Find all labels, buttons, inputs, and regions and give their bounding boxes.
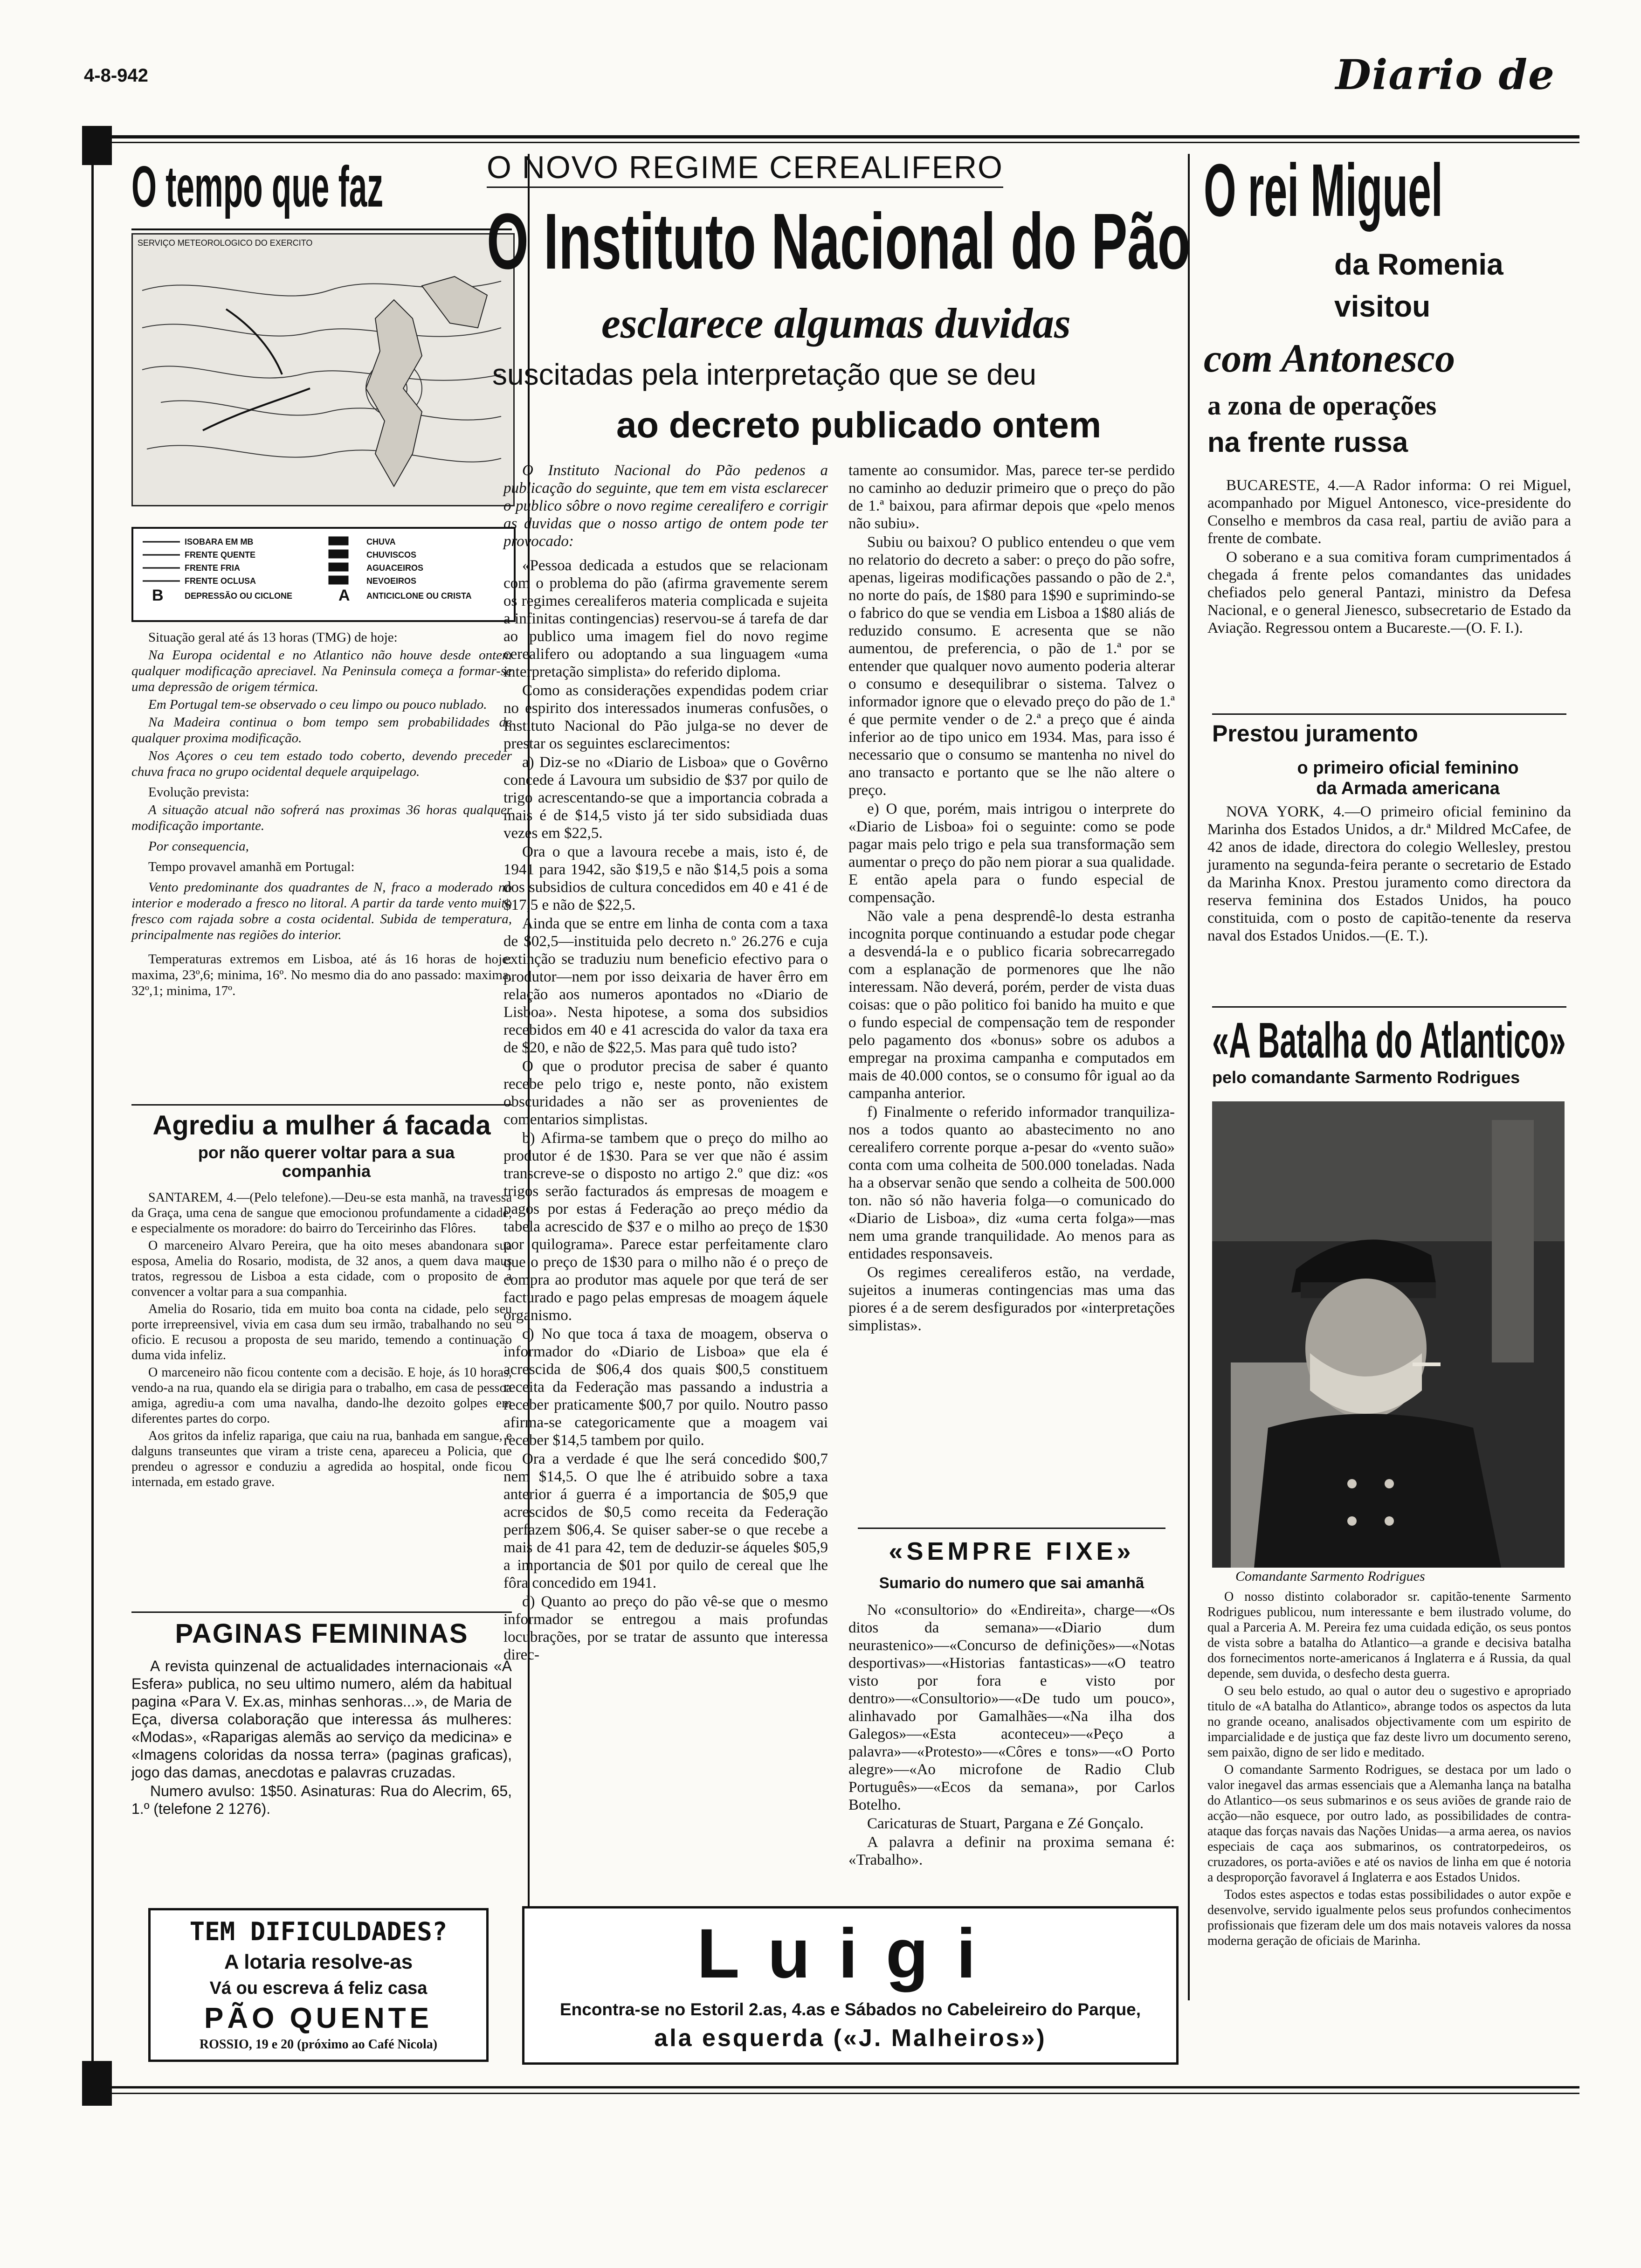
lotaria-line2: A lotaria resolve-as bbox=[224, 1950, 413, 1973]
main-paragraph: Não vale a pena desprendê-lo desta estranha incognita porque continuando a estudar pode chegar a desvendá-la e o publico ficaria sobrecarregado com a esplanação de pormenores que lhe não interessam. Não deverá, porém, perder de vista duas coisas: que o pão politico foi banido ha muito e que o fundo especial de compensação tem de responder pelo pagamento dos «bonus» sobre os adubos a empregar na proxima campanha e computados em mais de 40.000 contos, se o consumo fôr igual ao da campanha anterior. bbox=[848, 908, 1175, 1102]
luigi-ad bbox=[522, 1906, 1179, 2065]
isobar-lines bbox=[133, 235, 513, 505]
main-paragraph: d) Quanto ao preço do pão vê-se que o mesmo informador se entregou a mais profundas locubrações, por se tratar de assunto que interessa direc- bbox=[503, 1593, 828, 1663]
legend-item: CHUVA bbox=[366, 537, 396, 546]
weather-paragraph: Na Madeira continua o bom tempo sem probabilidades de qualquer proxima modificação. bbox=[131, 715, 512, 746]
main-kicker: O NOVO REGIME CEREALIFERO bbox=[487, 149, 1003, 188]
left-margin-block-bottom bbox=[82, 2061, 112, 2106]
main-paragraph: tamente ao consumidor. Mas, parece ter-se perdido no caminho ao deduzir primeiro que o preço do pão de 1.ª baixou, para afirmar depois que «pelo menos não subiu». bbox=[848, 462, 1175, 532]
rei-paragraph: BUCARESTE, 4.—A Rador informa: O rei Miguel, acompanhado por Miguel Antonesco, vice-presidente do Conselho e membros da casa real, partiu de avião para a frente de combate. bbox=[1207, 477, 1571, 547]
main-paragraph: Ora a verdade é que lhe será concedido $00,7 nem $14,5. O que lhe é atribuido sobre a taxa anterior á guerra é a importancia de $05,9 que acrescidos de $0,5 como receita da Federação perfazem $06,4. Se quiser saber-se o que recebe a mais de 41 para 42, tem de deduzir-se áqueles $05,9 a importancia de $01 por quilo de cereal que lhe fôra concedido em 1941. bbox=[503, 1451, 828, 1591]
juramento-paragraph: NOVA YORK, 4.—O primeiro oficial feminino da Marinha dos Estados Unidos, a dr.ª Mildred McCafee, de 42 anos de idade, directora do colegio Wellesley, prestou juramento na segunda-feira perante o secretario de Estado da Marinha Knox. Prestou juramento como directora da reserva feminina dos Estados Unidos, ha pouco constituida, com o posto de capitão-tenente da reserva naval dos Estados Unidos.—(E. T.). bbox=[1207, 803, 1571, 944]
facada-title: Agrediu a mulher á facada bbox=[152, 1110, 491, 1141]
rei-deck4: a zona de operações bbox=[1207, 390, 1437, 421]
paginas-paragraph: Numero avulso: 1$50. Asinaturas: Rua do Alecrim, 65, 1.º (telefone 2 1276). bbox=[131, 1783, 512, 1817]
main-paragraph: «Pessoa dedicada a estudos que se relacionam com o problema do pão (afirma gravemente serem os regimes cerealiferos materia complicada e sujeita a infinitas contingencias) reservou-se á tarefa de dar ao publico uma imagem fiel do novo regime cerealifero ou adoptando a sua linguagem «uma interpretação simplista» do referido diploma. bbox=[503, 557, 828, 680]
main-paragraph: O que o produtor precisa de saber é quanto recebe pelo trigo e, neste ponto, não existem obscuridades a não ser as provenientes de comentarios simplistas. bbox=[503, 1058, 828, 1128]
main-paragraph: a) Diz-se no «Diario de Lisboa» que o Govêrno concede á Lavoura um subsidio de $37 por quilo de trigo acrescentando-se que a importancia cobrada a mais é de $14,5 visto já ter sido subsidiada duas vezes em $22,5. bbox=[503, 754, 828, 842]
paginas-title: PAGINAS FEMININAS bbox=[175, 1618, 469, 1649]
weather-paragraph: Evolução prevista: bbox=[148, 785, 249, 800]
legend-item: FRENTE QUENTE bbox=[185, 550, 256, 560]
facada-body bbox=[131, 1190, 512, 1492]
section-divider bbox=[1212, 1006, 1566, 1008]
luigi-line1: Encontra-se no Estoril 2.as, 4.as e Sábados no Cabeleireiro do Parque, bbox=[559, 2000, 1141, 2019]
main-column-2 bbox=[848, 462, 1175, 1335]
rei-title: O rei Miguel bbox=[1204, 148, 1443, 232]
map-label: SERVIÇO METEOROLOGICO DO EXERCITO bbox=[138, 238, 313, 248]
section-divider bbox=[1212, 713, 1566, 715]
lotaria-ad bbox=[148, 1908, 489, 2062]
page-date: 4-8-942 bbox=[84, 65, 148, 86]
rei-deck5: na frente russa bbox=[1207, 427, 1408, 458]
legend-letter: B bbox=[152, 587, 164, 604]
main-paragraph: O Instituto Nacional do Pão pedenos a publicação do seguinte, que tem em vista esclarecer o publico sôbre o novo regime cerealifero e corrigir as duvidas que o nosso artigo de ontem pode ter provocado: bbox=[503, 462, 828, 550]
main-deck3: ao decreto publicado ontem bbox=[616, 404, 1102, 445]
juramento-title: Prestou juramento bbox=[1212, 720, 1418, 747]
juramento-body bbox=[1207, 803, 1571, 946]
weather-paragraph: Situação geral até ás 13 horas (TMG) de hoje: bbox=[148, 630, 398, 645]
juramento-subtitle1: o primeiro oficial feminino bbox=[1297, 758, 1519, 778]
legend-item: ISOBARA EM MB bbox=[185, 537, 254, 546]
weather-paragraph: Na Europa ocidental e no Atlantico não houve desde ontem qualquer modificação apreciavel. Na Peninsula começa a formar-se uma depressão de origem térmica. bbox=[131, 648, 512, 694]
photo-caption: Comandante Sarmento Rodrigues bbox=[1235, 1569, 1425, 1584]
main-paragraph: Os regimes cerealiferos estão, na verdade, sujeitos a inumeras contingencias mas uma das piores é a de serem desfigurados por «interpretações simplistas». bbox=[848, 1264, 1175, 1334]
batalha-paragraph: O nosso distinto colaborador sr. capitão-tenente Sarmento Rodrigues publicou, num interessante e bem ilustrado volume, do qual a Parceria A. M. Pereira fez uma cuidada edição, os seus pontos de vista sobre a batalha do Atlantico—a grande e decisiva batalha dos fornecimentos norte-americanos á Inglaterra e á Russia, da qual depende, sem duvida, o desfecho desta guerra. bbox=[1207, 1590, 1571, 1681]
sempre-fixe-title: «SEMPRE FIXE» bbox=[889, 1537, 1135, 1565]
legend-item: FRENTE FRIA bbox=[185, 563, 240, 573]
top-rule bbox=[83, 135, 1579, 138]
main-paragraph: Como as considerações expendidas podem criar no espirito dos interessados inumeras confusões, o Instituto Nacional do Pão julga-se no dever de prestar os seguintes esclarecimentos: bbox=[503, 682, 828, 752]
facada-paragraph: Aos gritos da infeliz rapariga, que caiu na rua, banhada em sangue, e dalguns transeuntes que viram a triste cena, apareceu a Policia, que prendeu o agressor e conduziu a agredida ao hospital, onde ficou internada, em estado grave. bbox=[131, 1429, 512, 1489]
juramento-subtitle2: da Armada americana bbox=[1316, 779, 1500, 798]
facada-paragraph: SANTAREM, 4.—(Pelo telefone).—Deu-se esta manhã, na travessa da Graça, uma cena de sangue que emocionou profundamente a cidade, e especialmente os moradore: do bairro do Terceirinho das Flôres. bbox=[131, 1190, 512, 1236]
map-legend bbox=[131, 527, 516, 622]
rei-deck1: da Romenia bbox=[1334, 248, 1503, 281]
top-rule-thin bbox=[83, 142, 1579, 143]
rei-deck2: visitou bbox=[1334, 290, 1431, 323]
weather-title-rule bbox=[131, 228, 512, 230]
main-paragraph: b) Afirma-se tambem que o preço do milho ao produtor é de 1$30. Para se ver que não é assim transcreve-se o disposto no artigo 2.º que diz: «os trigos serão facturados ás empresas de moagem e pagos por estas á Federação ao preço médio da tabela acrescido de $37 e o milho ao preço de 1$30 por quilograma». Parece estar perfeitamente claro que o preço de 1$30 para o milho não é o preço de compra ao produtor mas aquele por que terá de ser facturado e pago pelas empresas de moagem áquele organismo. bbox=[503, 1130, 828, 1324]
legend-symbols bbox=[133, 529, 514, 620]
legend-item: AGUACEIROS bbox=[366, 563, 424, 573]
main-paragraph: Ainda que se entre em linha de conta com a taxa de $02,5—instituida pelo decreto n.º 26.276 e cuja extinção se traduziu num beneficio efectivo para o produtor—nem por isso deixaria de haver êrro em relação aos numeros apontados no «Diario de Lisboa». Nesta hipotese, a soma dos subsidios recebidos em 40 e 41 acrescida do valor da taxa era de $20, e não de $22,5. Mas para quê tudo isto? bbox=[503, 915, 828, 1056]
batalha-paragraph: O comandante Sarmento Rodrigues, se destaca por um lado o valor inegavel das armas essenciais que a Alemanha lança na batalha do Atlantico—os seus submarinos e os seus aviões de grande raio de acção—não esquece, por outro lado, as possibilidades de contra-ataque das forças navais das Nações Unidas—a arma aerea, os navios especiais de caça aos submarinos, os contratorpedeiros, os cruzadores, os porta-aviões e até os navios de linha em que é notoria a desproporção favoravel á Inglaterra e aos Estados Unidos. bbox=[1207, 1763, 1571, 1885]
sempre-fixe-subtitle: Sumario do numero que sai amanhã bbox=[879, 1574, 1145, 1591]
weather-paragraph: Tempo provavel amanhã em Portugal: bbox=[148, 859, 355, 874]
batalha-body bbox=[1207, 1589, 1571, 1950]
rei-deck3: com Antonesco bbox=[1204, 336, 1455, 380]
commander-photo bbox=[1212, 1101, 1565, 1568]
legend-item: FRENTE OCLUSA bbox=[185, 576, 256, 586]
paginas-paragraph: A revista quinzenal de actualidades internacionais «A Esfera» publica, no seu ultimo numero, além da habitual pagina «Para V. Ex.as, minhas senhoras...», de Maria de Eça, diversa colaboração que interessa ás mulheres: «Modas», «Raparigas alemãs ao serviço da medicina» e «Imagens coloridas da nossa terra» (paginas graficas), jogo das damas, anecdotas e palavras cruzadas. bbox=[131, 1658, 512, 1781]
weather-title: O tempo que faz bbox=[131, 155, 384, 219]
lotaria-line5: ROSSIO, 19 e 20 (próximo ao Café Nicola) bbox=[199, 2037, 438, 2052]
main-paragraph: f) Finalmente o referido informador tranquiliza-nos a todos quanto ao abastecimento no ano cerealifero corrente porque a-pesar do «vento suão» conta com uma colheita de 500.000 toneladas. Nada ha a observar senão que sendo a colheita de 500.000 ton. não só não haveria folga—o comunicado do «Diario de Lisboa», diz «uma certa folga»—mas nem uma grande tranquilidade. Ao menos para as entidades responsaveis. bbox=[848, 1104, 1175, 1262]
main-deck2: suscitadas pela interpretação que se deu bbox=[492, 358, 1036, 391]
rei-body bbox=[1207, 477, 1571, 638]
left-margin-block bbox=[82, 126, 112, 165]
batalha-paragraph: O seu belo estudo, ao qual o autor deu o sugestivo e apropriado titulo de «A batalha do Atlantico», abrange todos os aspectos da luta no grande oceano, analisados objectivamente com um espirito de imparcialidade e de justiça que faz deste livro um documento sereno, sem paixão, digno de ser lido e meditado. bbox=[1207, 1684, 1571, 1760]
main-column-1 bbox=[503, 462, 828, 1665]
section-divider bbox=[131, 1104, 512, 1106]
facada-paragraph: Amelia do Rosario, tida em muito boa conta na cidade, pelo seu porte irrepreensivel, vivia em casa dum seu irmão, trabalhando no seu oficio. E recusou a proposta de seu marido, temendo a continuação duma vida infeliz. bbox=[131, 1302, 512, 1362]
column-separator bbox=[1188, 154, 1190, 2000]
lotaria-line3: Vá ou escreva á feliz casa bbox=[209, 1978, 427, 1998]
paginas-body bbox=[131, 1657, 512, 1819]
batalha-subtitle: pelo comandante Sarmento Rodrigues bbox=[1212, 1068, 1520, 1087]
weather-paragraph: Vento predominante dos quadrantes de N, fraco a moderado no interior e moderado a fresco no litoral. A partir da tarde vento muito fresco com rajada sobre a costa ocidental. Subida de temperatura, principalmente nas regiões do interior. bbox=[131, 880, 512, 942]
sempre-fixe-paragraph: Caricaturas de Stuart, Pargana e Zé Gonçalo. bbox=[867, 1815, 1144, 1832]
weather-paragraph: Em Portugal tem-se observado o ceu limpo ou pouco nublado. bbox=[148, 697, 487, 712]
main-headline: O Instituto Nacional do Pão bbox=[487, 197, 1191, 286]
legend-item: CHUVISCOS bbox=[366, 550, 417, 560]
bottom-rule bbox=[112, 2086, 1579, 2088]
lotaria-line4: PÃO QUENTE bbox=[204, 2002, 433, 2034]
section-divider bbox=[131, 1611, 512, 1613]
weather-paragraph: A situação atcual não sofrerá nas proximas 36 horas qualquer modificação importante. bbox=[131, 802, 512, 833]
main-deck1: esclarece algumas duvidas bbox=[601, 299, 1071, 347]
legend-item: DEPRESSÃO OU CICLONE bbox=[185, 591, 293, 601]
left-margin-line bbox=[91, 165, 94, 2063]
facada-paragraph: O marceneiro Alvaro Pereira, que ha oito meses abandonara sua esposa, Amelia do Rosario, modista, de 32 anos, a quem dava maus tratos, regressou de Lisboa a esta cidade, com o proposito de a convencer a voltar para a sua companhia. bbox=[131, 1238, 512, 1299]
batalha-paragraph: Todos estes aspectos e todas estas possibilidades o autor expõe e desenvolve, servido igualmente pelos seus profundos conhecimentos profissionais que fizeram dele um dos mais notaveis valores da nossa moderna geração de oficiais de Marinha. bbox=[1207, 1888, 1571, 1948]
sempre-fixe-paragraph: A palavra a definir na proxima semana é: «Trabalho». bbox=[848, 1834, 1175, 1868]
section-divider bbox=[858, 1528, 1165, 1529]
weather-body bbox=[131, 629, 512, 1001]
legend-item: ANTICICLONE OU CRISTA bbox=[366, 591, 472, 601]
masthead: Diario de bbox=[1335, 50, 1555, 99]
lotaria-line1: TEM DIFICULDADES? bbox=[189, 1917, 448, 1946]
facada-paragraph: O marceneiro não ficou contente com a decisão. E hoje, ás 10 horas, vendo-a na rua, quando ela se dirigia para o trabalho, em casa de pessoa amiga, agrediu-a com uma navalha, dando-lhe dezoito golpes em diferentes partes do corpo. bbox=[131, 1365, 512, 1426]
weather-paragraph: Temperaturas extremos em Lisboa, até ás 16 horas de hoje: maxima, 23º,6; minima, 16º. No mesmo dia do ano passado: maxima, 32º,1; minima, 17º. bbox=[131, 952, 512, 998]
main-paragraph: Subiu ou baixou? O publico entendeu o que vem no relatorio do decreto a saber: o preço do pão sofre, apenas, ligeiras modificações passando o pão de 2.ª, no norte do país, de 1$80 para 1$90 e suprimindo-se o fabrico do que se vendia em Lisboa a 1$80 aliás de reduzido consumo. E acresenta que se não aumentou, de preferencia, o pão de 1.ª por se entender que qualquer novo aumento poderia alterar o consumo e desequilibrar o sistema. Talvez o informador ignore que o elevado preço do pão de 1.ª é que permite vender o de 2.ª a preço que é ainda inferior ao de tipo unico em 1934. Mas, para isso é necessario que o consumo se mantenha no nivel do ano transacto e portanto que se lhe não altere o preço. bbox=[848, 534, 1175, 799]
luigi-brand: Luigi bbox=[696, 1914, 1004, 1992]
rei-paragraph: O soberano e a sua comitiva foram cumprimentados á chegada á frente pelos comandantes das unidades chefiados pelo general Pantazi, ministro da Defesa Nacional, e o general Jienesco, subsecretario de Estado da Aviação. Regressou ontem a Bucareste.—(O. F. I.). bbox=[1207, 549, 1571, 636]
weather-map bbox=[131, 233, 515, 506]
main-paragraph: e) O que, porém, mais intrigou o interprete do «Diario de Lisboa» foi o seguinte: como se pode pagar mais pelo trigo e pela sua transformação sem aumentar o preço do pão nem piorar a sua qualidade. E então apela para o fundo especial de compensação. bbox=[848, 801, 1175, 906]
weather-paragraph: Por consequencia, bbox=[148, 839, 249, 854]
sempre-fixe-paragraph: No «consultorio» do «Endireita», charge—«Os ditos da semana»—«Diario dum neurastenico»—«Concurso de definições»—«Notas desportivas»—«Historias fantasticas»—«O teatro visto por fora e visto por dentro»—«Consultorio»—«De tudo um pouco», alinhavado por Gamalhães—«Na ilha dos Galegos»—«Esta aconteceu»—«Peço a palavra»—«Protesto»—«Côres e tons»—«O Porto alegre»—«Ao microfone de Radio Club Português»—«Ecos da semana», por Carlos Botelho. bbox=[848, 1602, 1175, 1813]
commander-portrait bbox=[1212, 1101, 1565, 1568]
weather-paragraph: Nos Açores o ceu tem estado todo coberto, devendo preceder chuva fraca no grupo ocidental dequele arquipelago. bbox=[131, 748, 512, 779]
facada-subtitle: por não querer voltar para a sua companhia bbox=[198, 1143, 455, 1181]
bottom-rule-thin bbox=[112, 2093, 1579, 2094]
sempre-fixe-body bbox=[848, 1601, 1175, 1870]
batalha-title: «A Batalha do Atlantico» bbox=[1212, 1012, 1566, 1068]
luigi-line2: ala esquerda («J. Malheiros») bbox=[654, 2025, 1047, 2052]
main-paragraph: c) No que toca á taxa de moagem, observa o informador do «Diario de Lisboa» que ela é acrescida de $06,4 dos quais $00,5 constituem receita da Federação mas passando a industria a receber praticamente $00,7 por quilo. Noutro passo afirma-se categoricamente que a moagem vai receber $14,5 tambem por quilo. bbox=[503, 1326, 828, 1449]
main-paragraph: Ora o que a lavoura recebe a mais, isto é, de 1941 para 1942, são $19,5 e não $14,5 pois a soma dos subsidios de cultura concedidos em 40 e 41 é de $17,5 e não de $22,5. bbox=[503, 844, 828, 913]
legend-item: NEVOEIROS bbox=[366, 576, 417, 586]
legend-letter: A bbox=[338, 587, 350, 604]
